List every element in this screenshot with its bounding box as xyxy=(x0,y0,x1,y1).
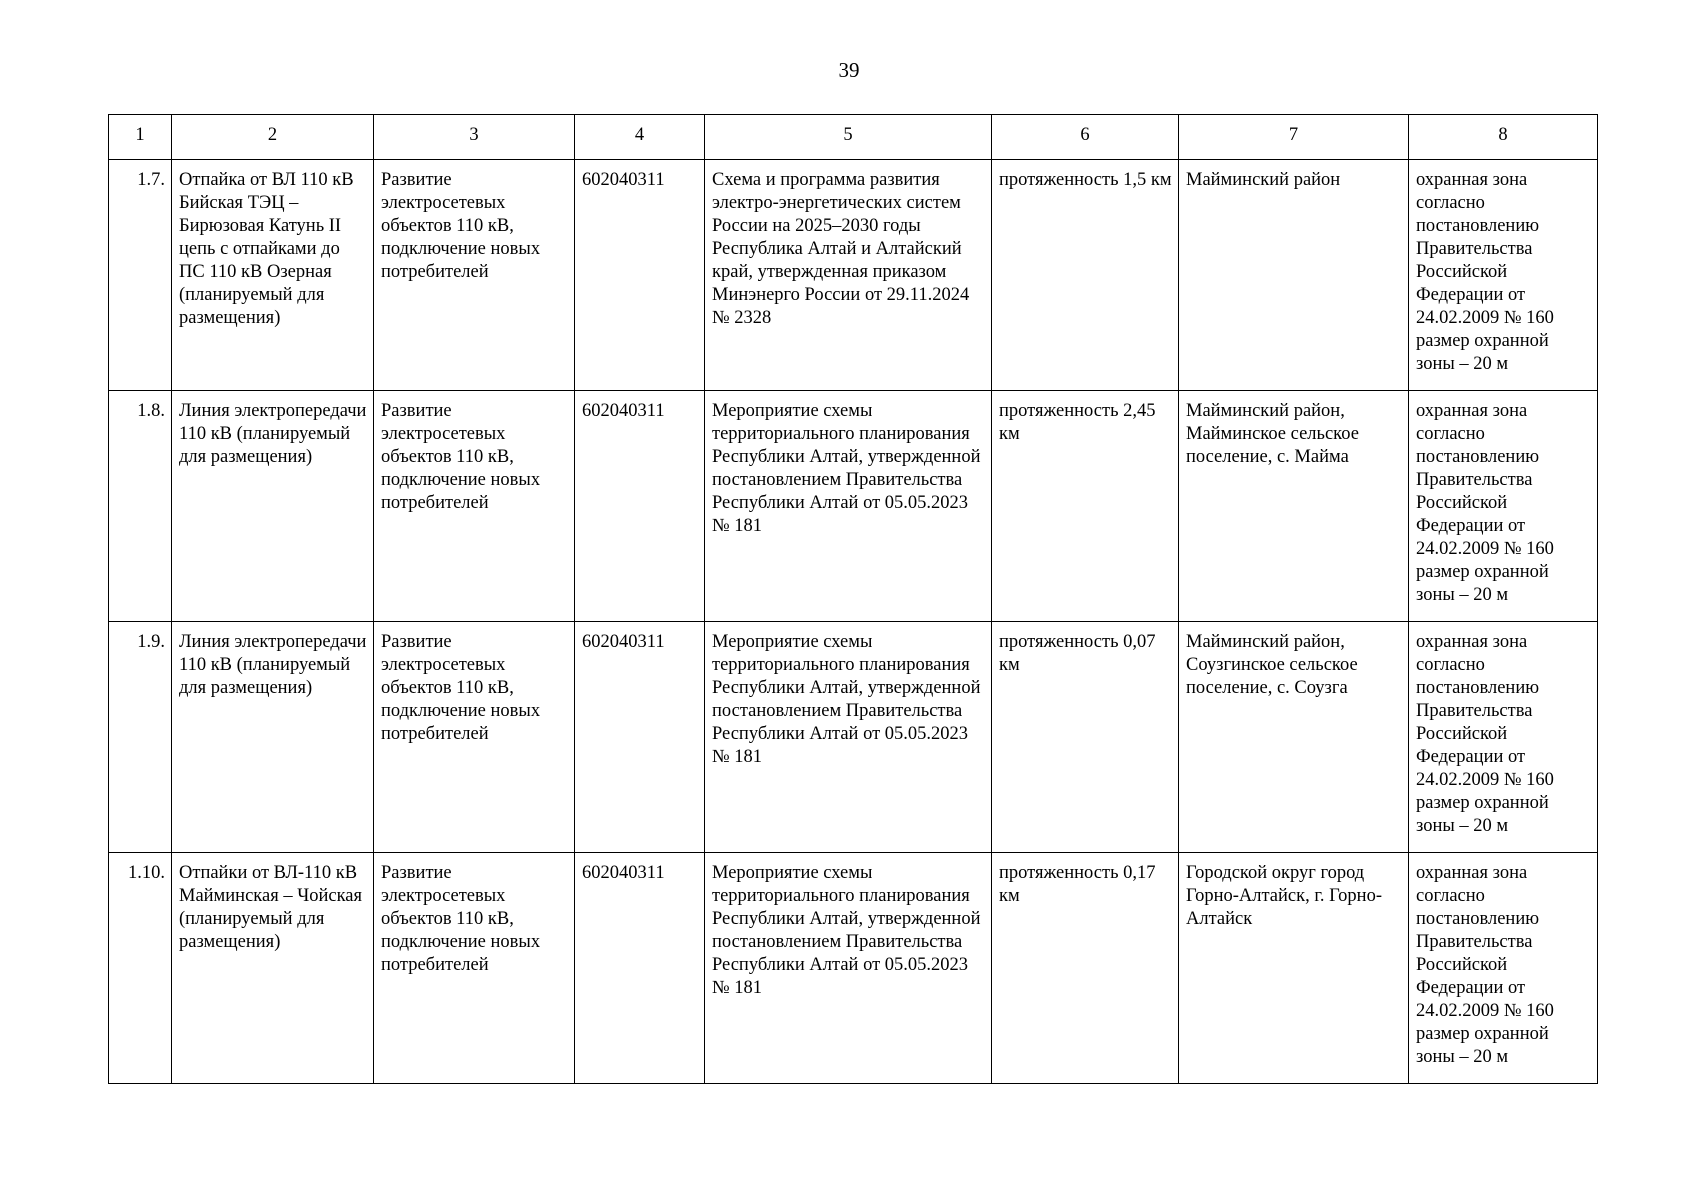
object-basis: Мероприятие схемы территориального планирования Республики Алтай, утвержденной постановлением Правительства Республики Алтай от 05.05.2023 № 181 xyxy=(705,391,992,622)
header-col-5: 5 xyxy=(705,115,992,160)
table-row xyxy=(109,853,1598,1084)
object-code: 602040311 xyxy=(575,622,705,853)
header-col-8: 8 xyxy=(1409,115,1598,160)
page-number: 39 xyxy=(838,58,860,82)
table-header-row xyxy=(109,115,1598,160)
object-length: протяженность 2,45 км xyxy=(992,391,1179,622)
object-zone: охранная зона согласно постановлению Правительства Российской Федерации от 24.02.2009 № 160 размер охранной зоны – 20 м xyxy=(1409,160,1598,391)
row-number: 1.8. xyxy=(109,391,172,622)
row-number: 1.9. xyxy=(109,622,172,853)
object-purpose: Развитие электросетевых объектов 110 кВ, подключение новых потребителей xyxy=(374,853,575,1084)
table-row xyxy=(109,391,1598,622)
object-name: Отпайки от ВЛ-110 кВ Майминская – Чойская (планируемый для размещения) xyxy=(172,853,374,1084)
header-col-4: 4 xyxy=(575,115,705,160)
object-purpose: Развитие электросетевых объектов 110 кВ, подключение новых потребителей xyxy=(374,160,575,391)
object-location: Майминский район, Соузгинское сельское поселение, с. Соузга xyxy=(1179,622,1409,853)
object-zone: охранная зона согласно постановлению Правительства Российской Федерации от 24.02.2009 № 160 размер охранной зоны – 20 м xyxy=(1409,622,1598,853)
object-basis: Мероприятие схемы территориального планирования Республики Алтай, утвержденной постановлением Правительства Республики Алтай от 05.05.2023 № 181 xyxy=(705,622,992,853)
object-zone: охранная зона согласно постановлению Правительства Российской Федерации от 24.02.2009 № 160 размер охранной зоны – 20 м xyxy=(1409,391,1598,622)
object-location: Майминский район, Майминское сельское поселение, с. Майма xyxy=(1179,391,1409,622)
object-code: 602040311 xyxy=(575,853,705,1084)
object-code: 602040311 xyxy=(575,391,705,622)
object-name: Отпайка от ВЛ 110 кВ Бийская ТЭЦ – Бирюзовая Катунь II цепь с отпайками до ПС 110 кВ Озерная (планируемый для размещения) xyxy=(172,160,374,391)
object-purpose: Развитие электросетевых объектов 110 кВ, подключение новых потребителей xyxy=(374,622,575,853)
object-location: Городской округ город Горно-Алтайск, г. Горно-Алтайск xyxy=(1179,853,1409,1084)
object-location: Майминский район xyxy=(1179,160,1409,391)
row-number: 1.10. xyxy=(109,853,172,1084)
object-zone: охранная зона согласно постановлению Правительства Российской Федерации от 24.02.2009 № 160 размер охранной зоны – 20 м xyxy=(1409,853,1598,1084)
object-basis: Схема и программа развития электро-энергетических систем России на 2025–2030 годы Республика Алтай и Алтайский край, утвержденная приказом Минэнерго России от 29.11.2024 № 2328 xyxy=(705,160,992,391)
object-code: 602040311 xyxy=(575,160,705,391)
header-col-1: 1 xyxy=(109,115,172,160)
object-length: протяженность 0,07 км xyxy=(992,622,1179,853)
object-length: протяженность 1,5 км xyxy=(992,160,1179,391)
object-name: Линия электропередачи 110 кВ (планируемый для размещения) xyxy=(172,622,374,853)
header-col-6: 6 xyxy=(992,115,1179,160)
table-row xyxy=(109,160,1598,391)
header-col-7: 7 xyxy=(1179,115,1409,160)
object-length: протяженность 0,17 км xyxy=(992,853,1179,1084)
object-basis: Мероприятие схемы территориального планирования Республики Алтай, утвержденной постановлением Правительства Республики Алтай от 05.05.2023 № 181 xyxy=(705,853,992,1084)
header-col-3: 3 xyxy=(374,115,575,160)
row-number: 1.7. xyxy=(109,160,172,391)
objects-table xyxy=(108,114,1598,1084)
object-name: Линия электропередачи 110 кВ (планируемый для размещения) xyxy=(172,391,374,622)
header-col-2: 2 xyxy=(172,115,374,160)
object-purpose: Развитие электросетевых объектов 110 кВ, подключение новых потребителей xyxy=(374,391,575,622)
table-row xyxy=(109,622,1598,853)
